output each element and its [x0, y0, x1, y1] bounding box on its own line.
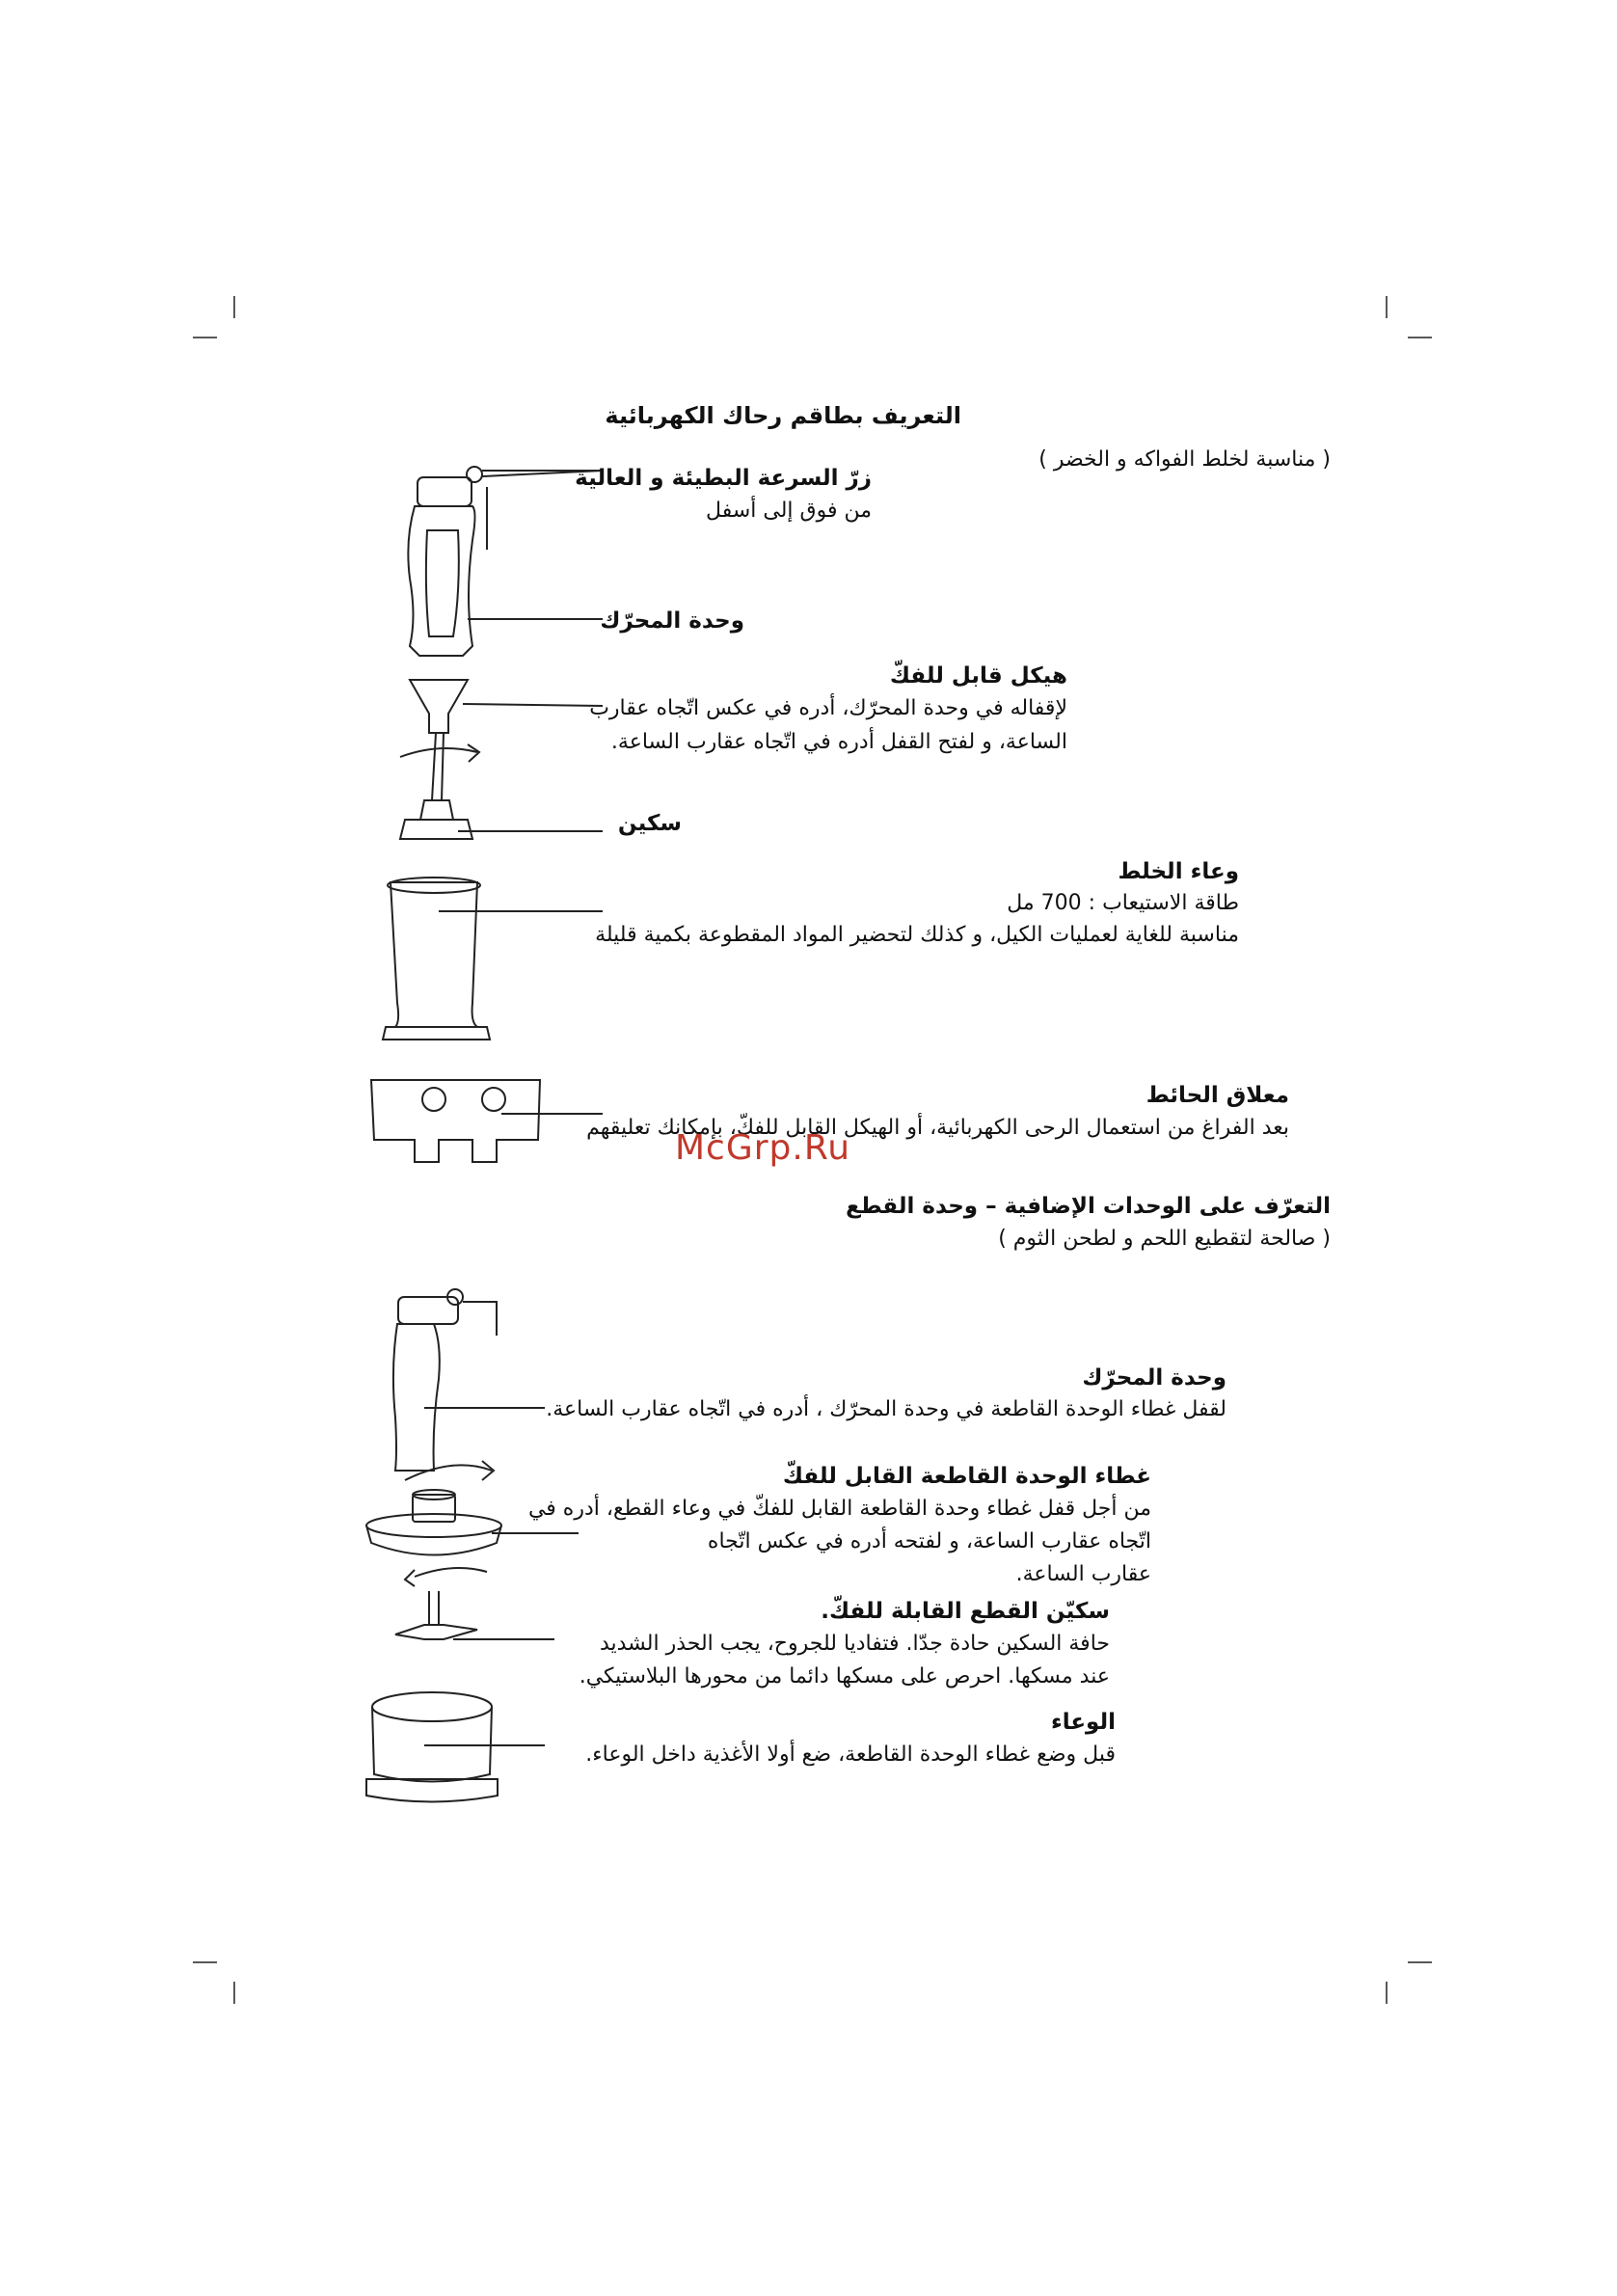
- section2-bowl-title: الوعاء: [1050, 1710, 1116, 1735]
- motor-unit-illustration: [408, 467, 603, 656]
- section2-lid-line-1: من أجل قفل غطاء وحدة القاطعة القابل للفكّ في وعاء القطع، أدره في: [527, 1497, 1151, 1521]
- section2-title: التعرّف على الوحدات الإضافية – وحدة القطع: [846, 1194, 1331, 1219]
- item-speed-button-text: من فوق إلى أسفل: [706, 499, 872, 523]
- watermark: McGrp.Ru: [675, 1128, 851, 1168]
- chopper-bowl-illustration: [366, 1692, 545, 1802]
- section2-lid-title: غطاء الوحدة القاطعة القابل للفكّ: [782, 1464, 1151, 1489]
- wall-bracket-illustration: [371, 1080, 603, 1162]
- item-beaker-line-2: مناسبة للغاية لعمليات الكيل، و كذلك لتحضير المواد المقطوعة بكمية قليلة: [595, 923, 1239, 947]
- section2-lid-line-3: عقارب الساعة.: [1015, 1562, 1151, 1586]
- section2-lid-line-2: اتّجاه عقارب الساعة، و لفتحه أدره في عكس اتّجاه: [707, 1529, 1151, 1553]
- subtitle-top: ( مناسبة لخلط الفواكه و الخضر ): [1038, 447, 1331, 472]
- item-motor-unit-title: وحدة المحرّك: [600, 608, 744, 634]
- motor-unit-2-illustration: [393, 1289, 545, 1471]
- item-speed-button-title: زرّ السرعة البطيئة و العالية: [575, 466, 872, 491]
- item-beaker-title: وعاء الخلط: [1118, 859, 1239, 884]
- section2-subtitle: ( صالحة لتقطيع اللحم و لطحن الثوم ): [998, 1227, 1331, 1251]
- section2-blade-line-1: حافة السكين حادة جدّا. فتفاديا للجروح، يجب الحذر الشديد: [599, 1632, 1110, 1656]
- section2-bowl-text: قبل وضع غطاء الوحدة القاطعة، ضع أولا الأغذية داخل الوعاء.: [585, 1742, 1116, 1767]
- page-title: التعريف بطاقم رحاك الكهربائية: [605, 402, 961, 429]
- section2-blade-title: سكيّن القطع القابلة للفكّ.: [821, 1599, 1110, 1624]
- item-beaker-line-1: طاقة الاستيعاب : 700 مل: [1007, 891, 1239, 915]
- chopping-blade-illustration: [395, 1591, 554, 1639]
- item-wall-bracket-text: بعد الفراغ من استعمال الرحى الكهربائية، أو الهيكل القابل للفكّ، بإمكانك تعليقهم: [586, 1116, 1289, 1140]
- beaker-illustration: [383, 878, 603, 1040]
- section2-blade-line-2: عند مسكها. احرص على مسكها دائما من محورها البلاستيكي.: [579, 1664, 1110, 1688]
- item-shaft-line-1: لإقفاله في وحدة المحرّك، أدره في عكس اتّجاه عقارب: [589, 696, 1067, 720]
- section2-motor-title: وحدة المحرّك: [1082, 1365, 1226, 1391]
- shaft-illustration: [400, 680, 603, 839]
- item-shaft-title: هيكل قابل للفكّ: [889, 663, 1067, 689]
- item-shaft-line-2: الساعة، و لفتح القفل أدره في اتّجاه عقارب الساعة.: [610, 730, 1067, 754]
- section2-motor-text: لقفل غطاء الوحدة القاطعة في وحدة المحرّك ، أدره في اتّجاه عقارب الساعة.: [546, 1397, 1226, 1421]
- item-wall-bracket-title: معلاق الحائط: [1145, 1083, 1289, 1108]
- item-knife-title: سكين: [617, 811, 682, 836]
